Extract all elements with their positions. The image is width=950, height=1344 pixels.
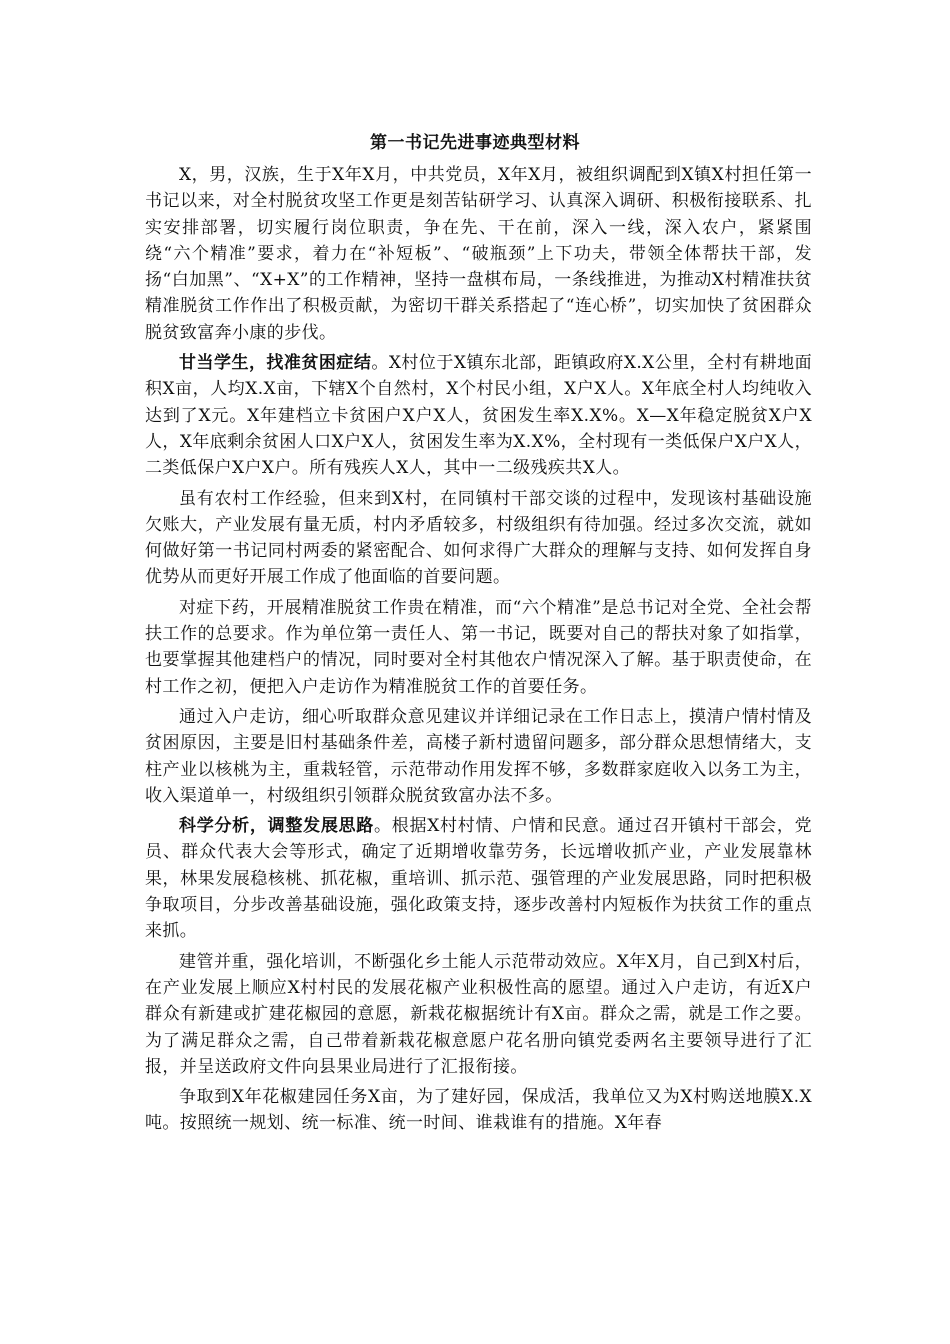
section-heading: 甘当学生，找准贫困症结 bbox=[179, 353, 372, 374]
paragraph-text: 。根据X村村情、户情和民意。通过召开镇村干部会，党员、群众代表大会等形式，确定了近期增收靠劳务，长远增收抓产业，产业发展靠林果，林果发展稳核桃、抓花椒，重培训、抓示范、强管理的产业发展思路，同时把积极争取项目，分步改善基础设施，强化政策支持，逐步改善村内短板作为扶贫工作的重点来抓。 bbox=[145, 816, 812, 942]
paragraph-intro bbox=[145, 162, 812, 346]
paragraph-section-1 bbox=[145, 350, 812, 481]
paragraph-body bbox=[145, 1084, 812, 1137]
document-title: 第一书记先进事迹典型材料 bbox=[370, 133, 580, 153]
paragraph-body bbox=[145, 949, 812, 1080]
paragraph-text: 建管并重，强化培训，不断强化乡土能人示范带动效应。X年X月，自己到X村后，在产业发展上顺应X村村民的发展花椒产业积极性高的愿望。通过入户走访，有近X户群众有新建或扩建花椒园的意愿，新栽花椒据统计有X亩。群众之需，就是工作之要。为了满足群众之需，自己带着新栽花椒意愿户花名册向镇党委两名主要领导进行了汇报，并呈送政府文件向县果业局进行了汇报衔接。 bbox=[145, 951, 812, 1077]
document-body bbox=[145, 162, 812, 1141]
paragraph-text: 对症下药，开展精准脱贫工作贵在精准，而“六个精准”是总书记对全党、全社会帮扶工作的总要求。作为单位第一责任人、第一书记，既要对自己的帮扶对象了如指掌，也要掌握其他建档户的情况，同时要对全村其他农户情况深入了解。基于职责使命，在村工作之初，便把入户走访作为精准脱贫工作的首要任务。 bbox=[145, 597, 812, 697]
paragraph-text: 通过入户走访，细心听取群众意见建议并详细记录在工作日志上，摸清户情村情及贫困原因，主要是旧村基础条件差，高楼子新村遗留问题多，部分群众思想情绪大，支柱产业以核桃为主，重栽轻管，示范带动作用发挥不够，多数群家庭收入以务工为主，收入渠道单一，村级组织引领群众脱贫致富办法不多。 bbox=[145, 706, 812, 806]
paragraph-body bbox=[145, 486, 812, 591]
paragraph-text: X，男，汉族，生于X年X月，中共党员，X年X月，被组织调配到X镇X村担任第一书记以来，对全村脱贫攻坚工作更是刻苦钻研学习、认真深入调研、积极衔接联系、扎实安排部署，切实履行岗位职责，争在先、干在前，深入一线，深入农户，紧紧围绕“六个精准”要求，着力在“补短板”、“破瓶颈”上下功夫，带领全体帮扶干部，发扬“白加黑”、“X+X”的工作精神，坚持一盘棋布局，一条线推进，为推动X村精准扶贫精准脱贫工作作出了积极贡献，为密切干群关系搭起了“连心桥”，切实加快了贫困群众脱贫致富奔小康的步伐。 bbox=[145, 165, 812, 343]
paragraph-section-2 bbox=[145, 813, 812, 944]
paragraph-text: 争取到X年花椒建园任务X亩，为了建好园，保成活，我单位又为X村购送地膜X.X吨。按照统一规划、统一标准、统一时间、谁栽谁有的措施。X年春 bbox=[145, 1087, 812, 1134]
paragraph-text: 。X村位于X镇东北部，距镇政府X.X公里，全村有耕地面积X亩，人均X.X亩，下辖X个自然村，X个村民小组，X户X人。X年底全村人均纯收入达到了X元。X年建档立卡贫困户X户X人，贫困发生率X.X%。X—X年稳定脱贫X户X人，X年底剩余贫困人口X户X人，贫困发生率为X.X%，全村现有一类低保户X户X人，二类低保户X户X户。所有残疾人X人，其中一二级残疾共X人。 bbox=[145, 353, 812, 479]
paragraph-body bbox=[145, 595, 812, 700]
paragraph-body bbox=[145, 704, 812, 809]
section-heading: 科学分析，调整发展思路 bbox=[179, 816, 375, 837]
paragraph-text: 虽有农村工作经验，但来到X村，在同镇村干部交谈的过程中，发现该村基础设施欠账大，产业发展有量无质，村内矛盾较多，村级组织有待加强。经过多次交流，就如何做好第一书记同村两委的紧密配合、如何求得广大群众的理解与支持、如何发挥自身优势从而更好开展工作成了他面临的首要问题。 bbox=[145, 488, 812, 588]
